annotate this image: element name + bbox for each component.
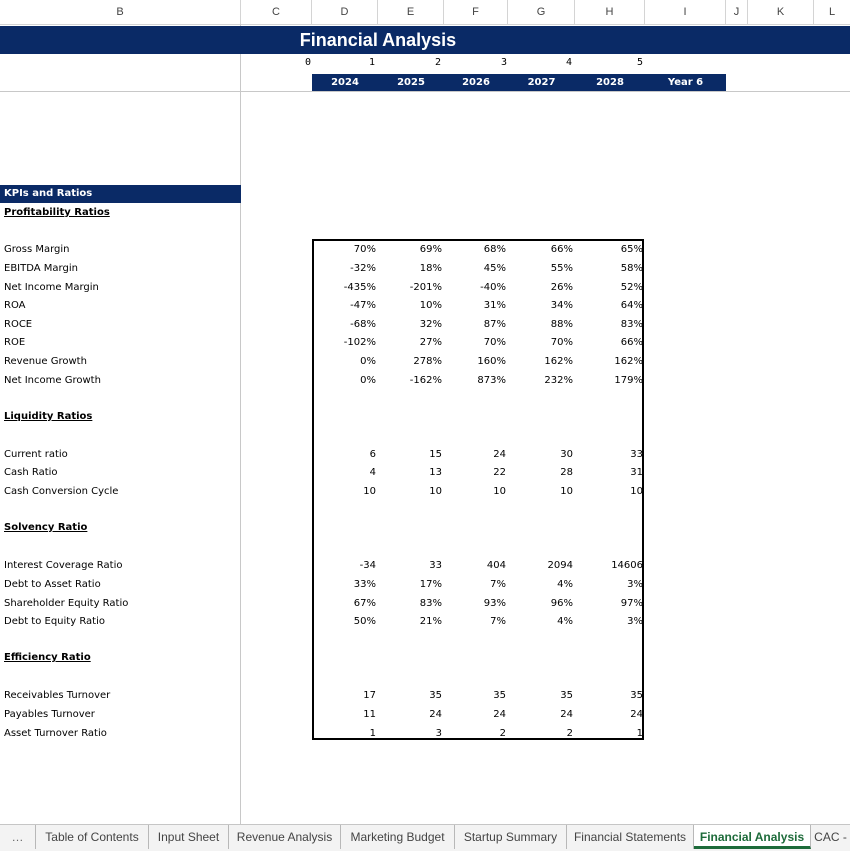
- period-index: 3: [500, 57, 507, 68]
- ratio-value-cell[interactable]: 27%: [419, 337, 442, 348]
- ratio-value-cell[interactable]: -47%: [350, 300, 376, 311]
- freeze-pane-divider: [240, 24, 241, 824]
- column-header-c[interactable]: C: [241, 0, 312, 24]
- row-label[interactable]: Debt to Equity Ratio: [4, 616, 105, 627]
- ellipsis-icon: …: [11, 830, 24, 844]
- ratio-value-cell[interactable]: 35: [630, 690, 643, 701]
- row-label[interactable]: Net Income Growth: [4, 375, 101, 386]
- ratio-value-cell[interactable]: 10: [630, 486, 643, 497]
- period-index: 5: [636, 57, 643, 68]
- ratio-value-cell[interactable]: 873%: [477, 375, 506, 386]
- ratio-value-cell[interactable]: 52%: [620, 282, 643, 293]
- ratio-value-cell[interactable]: -201%: [409, 282, 442, 293]
- year-header: 2028: [596, 77, 624, 88]
- ratio-value-cell[interactable]: 4: [369, 467, 376, 478]
- ratio-value-cell[interactable]: 35: [429, 690, 442, 701]
- ratio-value-cell[interactable]: 97%: [620, 598, 643, 609]
- kpi-header: KPIs and Ratios: [4, 188, 93, 199]
- ratio-value-cell[interactable]: 1: [636, 728, 643, 739]
- row-label[interactable]: Debt to Asset Ratio: [4, 579, 101, 590]
- ratio-value-cell[interactable]: 1: [369, 728, 376, 739]
- tab-financial-statements[interactable]: Financial Statements: [567, 825, 694, 849]
- ratio-value-cell[interactable]: 162%: [544, 356, 573, 367]
- row-label[interactable]: EBITDA Margin: [4, 263, 78, 274]
- ratio-value-cell[interactable]: 24: [630, 709, 643, 720]
- ratio-value-cell[interactable]: 70%: [483, 337, 506, 348]
- section-efficiency: Efficiency Ratio: [4, 652, 91, 663]
- period-index: 2: [434, 57, 441, 68]
- ratio-value-cell[interactable]: 2: [499, 728, 506, 739]
- ratio-value-cell[interactable]: 10: [560, 486, 573, 497]
- ratio-value-cell[interactable]: 278%: [413, 356, 442, 367]
- ratio-value-cell[interactable]: 68%: [483, 244, 506, 255]
- year-header: Year 6 Onwards: [660, 77, 711, 105]
- ratio-value-cell[interactable]: -435%: [343, 282, 376, 293]
- row-label[interactable]: Interest Coverage Ratio: [4, 560, 123, 571]
- ratio-value-cell[interactable]: 24: [560, 709, 573, 720]
- ratio-value-cell[interactable]: 32%: [419, 319, 442, 330]
- tab-revenue-analysis[interactable]: Revenue Analysis: [229, 825, 341, 849]
- ratio-value-cell[interactable]: -68%: [350, 319, 376, 330]
- ratio-value-cell[interactable]: 11: [363, 709, 376, 720]
- tab-scroll-left[interactable]: [0, 825, 36, 849]
- ratio-value-cell[interactable]: 7%: [490, 579, 506, 590]
- ratio-value-cell[interactable]: 64%: [620, 300, 643, 311]
- ratio-value-cell[interactable]: 3%: [627, 579, 643, 590]
- tab-input-sheet[interactable]: Input Sheet: [149, 825, 229, 849]
- ratio-value-cell[interactable]: 70%: [550, 337, 573, 348]
- column-header-j[interactable]: J: [726, 0, 748, 24]
- ratio-value-cell[interactable]: 3%: [627, 616, 643, 627]
- tab-financial-analysis[interactable]: Financial Analysis: [694, 825, 811, 849]
- ratio-value-cell[interactable]: 232%: [544, 375, 573, 386]
- ratio-value-cell[interactable]: 83%: [620, 319, 643, 330]
- tab-startup-summary[interactable]: Startup Summary: [455, 825, 567, 849]
- ratio-value-cell[interactable]: 404: [486, 560, 506, 571]
- row-label[interactable]: Revenue Growth: [4, 356, 87, 367]
- ratio-value-cell[interactable]: 66%: [620, 337, 643, 348]
- ratio-value-cell[interactable]: 17: [363, 690, 376, 701]
- ratio-value-cell[interactable]: -40%: [480, 282, 506, 293]
- ratio-value-cell[interactable]: 179%: [614, 375, 643, 386]
- ratio-value-cell[interactable]: -102%: [343, 337, 376, 348]
- row-label[interactable]: Gross Margin: [4, 244, 70, 255]
- ratio-value-cell[interactable]: 10: [493, 486, 506, 497]
- row-label[interactable]: Net Income Margin: [4, 282, 99, 293]
- ratio-value-cell[interactable]: 24: [493, 709, 506, 720]
- column-header-b[interactable]: B: [0, 0, 241, 24]
- ratio-value-cell[interactable]: 0%: [360, 375, 376, 386]
- period-index: 1: [368, 57, 375, 68]
- tab-marketing-budget[interactable]: Marketing Budget: [341, 825, 455, 849]
- row-label[interactable]: Asset Turnover Ratio: [4, 728, 107, 739]
- section-profitability: Profitability Ratios: [4, 207, 110, 218]
- ratio-value-cell[interactable]: 93%: [483, 598, 506, 609]
- ratio-value-cell[interactable]: 21%: [419, 616, 442, 627]
- column-header-k[interactable]: K: [748, 0, 814, 24]
- ratio-value-cell[interactable]: 3: [435, 728, 442, 739]
- ratio-value-cell[interactable]: 10%: [419, 300, 442, 311]
- ratio-value-cell[interactable]: 15: [429, 449, 442, 460]
- ratio-value-cell[interactable]: 31%: [483, 300, 506, 311]
- year-header: 2027: [527, 77, 556, 88]
- ratio-value-cell[interactable]: 96%: [550, 598, 573, 609]
- tab-table-of-contents[interactable]: Table of Contents: [36, 825, 149, 849]
- ratio-value-cell[interactable]: 45%: [483, 263, 506, 274]
- ratio-value-cell[interactable]: 58%: [620, 263, 643, 274]
- row-label[interactable]: ROE: [4, 337, 26, 348]
- ratio-value-cell[interactable]: 50%: [353, 616, 376, 627]
- ratio-value-cell[interactable]: 65%: [620, 244, 643, 255]
- section-liquidity: Liquidity Ratios: [4, 411, 93, 422]
- ratio-value-cell[interactable]: -32%: [350, 263, 376, 274]
- ratio-value-cell[interactable]: 4%: [557, 579, 573, 590]
- ratio-value-cell[interactable]: 31: [630, 467, 643, 478]
- ratio-value-cell[interactable]: 4%: [557, 616, 573, 627]
- year-header: 2024: [331, 77, 359, 88]
- ratio-value-cell[interactable]: 24: [493, 449, 506, 460]
- ratio-value-cell[interactable]: 35: [493, 690, 506, 701]
- ratio-value-cell[interactable]: 2094: [547, 560, 573, 571]
- ratio-value-cell[interactable]: 162%: [614, 356, 643, 367]
- column-header-i[interactable]: I: [645, 0, 726, 24]
- column-header-l[interactable]: L: [828, 6, 836, 18]
- period-index: 0: [304, 57, 311, 68]
- freeze-pane-divider-horizontal: [0, 91, 850, 92]
- tab-cac[interactable]: CAC -: [814, 830, 847, 844]
- ratio-value-cell[interactable]: 66%: [550, 244, 573, 255]
- ratio-value-cell[interactable]: 10: [429, 486, 442, 497]
- ratio-value-cell[interactable]: 13: [429, 467, 442, 478]
- column-header-f[interactable]: F: [444, 0, 508, 24]
- row-label[interactable]: Receivables Turnover: [4, 690, 111, 701]
- ratio-value-cell[interactable]: 28: [560, 467, 573, 478]
- ratio-value-cell[interactable]: 24: [429, 709, 442, 720]
- ratio-value-cell[interactable]: 34%: [550, 300, 573, 311]
- page-title: Financial Analysis: [299, 30, 457, 50]
- ratio-value-cell[interactable]: 18%: [419, 263, 442, 274]
- row-label[interactable]: ROA: [4, 300, 26, 311]
- column-header-e[interactable]: E: [378, 0, 444, 24]
- period-index: 4: [565, 57, 572, 68]
- ratio-value-cell[interactable]: 83%: [419, 598, 442, 609]
- ratio-value-cell[interactable]: 70%: [353, 244, 376, 255]
- ratio-value-cell[interactable]: 6: [369, 449, 376, 460]
- ratio-value-cell[interactable]: 87%: [483, 319, 506, 330]
- ratio-value-cell[interactable]: 2: [566, 728, 573, 739]
- ratio-value-cell[interactable]: 33%: [353, 579, 376, 590]
- ratio-value-cell[interactable]: 26%: [550, 282, 573, 293]
- column-header-h[interactable]: H: [575, 0, 645, 24]
- ratio-value-cell[interactable]: 10: [363, 486, 376, 497]
- ratio-value-cell[interactable]: 67%: [353, 598, 376, 609]
- ratio-value-cell[interactable]: 160%: [477, 356, 506, 367]
- year-header: 2026: [462, 77, 490, 88]
- row-label[interactable]: Cash Ratio: [4, 467, 58, 478]
- ratio-value-cell[interactable]: 88%: [550, 319, 573, 330]
- ratio-value-cell[interactable]: 33: [630, 449, 643, 460]
- ratio-value-cell[interactable]: 22: [493, 467, 506, 478]
- row-label[interactable]: Cash Conversion Cycle: [4, 486, 119, 497]
- ratio-value-cell[interactable]: -162%: [409, 375, 442, 386]
- row-label[interactable]: Payables Turnover: [4, 709, 95, 720]
- row-label[interactable]: Current ratio: [4, 449, 68, 460]
- column-header-g[interactable]: G: [508, 0, 575, 24]
- column-header-d[interactable]: D: [312, 0, 378, 24]
- year-header: 2025: [397, 77, 425, 88]
- section-solvency: Solvency Ratio: [4, 522, 88, 533]
- ratio-value-cell[interactable]: 30: [560, 449, 573, 460]
- ratio-value-cell[interactable]: 14606: [611, 560, 643, 571]
- row-label[interactable]: Shareholder Equity Ratio: [4, 598, 129, 609]
- ratio-value-cell[interactable]: 17%: [419, 579, 442, 590]
- ratio-value-cell[interactable]: 0%: [360, 356, 376, 367]
- ratio-value-cell[interactable]: 55%: [550, 263, 573, 274]
- ratio-value-cell[interactable]: 33: [429, 560, 442, 571]
- row-label[interactable]: ROCE: [4, 319, 33, 330]
- ratio-value-cell[interactable]: 7%: [490, 616, 506, 627]
- ratio-value-cell[interactable]: -34: [359, 560, 376, 571]
- ratio-value-cell[interactable]: 69%: [419, 244, 442, 255]
- ratio-value-cell[interactable]: 35: [560, 690, 573, 701]
